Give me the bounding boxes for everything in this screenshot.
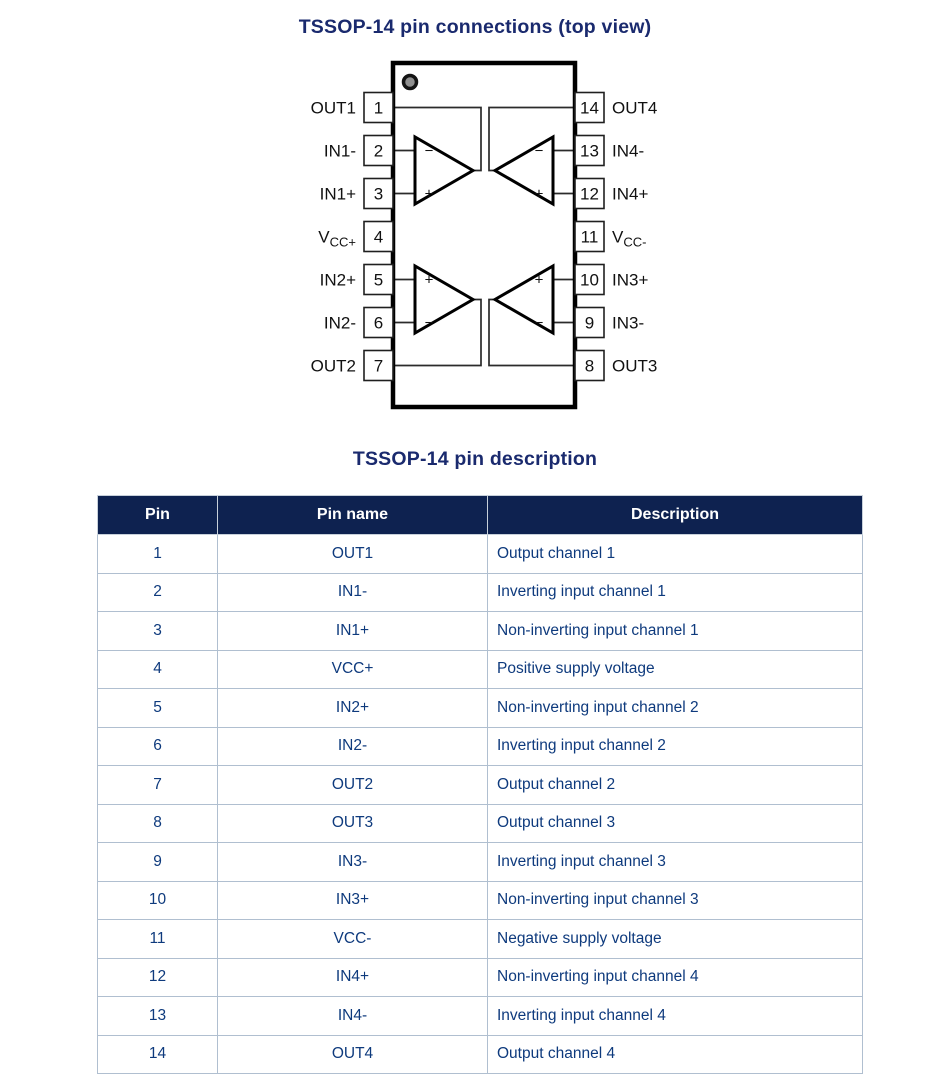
pin-cell: 14 xyxy=(98,1035,218,1074)
description-cell: Non-inverting input channel 4 xyxy=(488,958,863,997)
description-cell: Negative supply voltage xyxy=(488,920,863,959)
pin-cell: 10 xyxy=(98,881,218,920)
pin-cell: 9 xyxy=(98,843,218,882)
pin-diagram-svg xyxy=(0,0,950,430)
pin-cell: 4 xyxy=(98,650,218,689)
pin1-indicator-dot xyxy=(404,76,417,89)
description-cell: Inverting input channel 1 xyxy=(488,573,863,612)
opamp-sign: − xyxy=(534,314,544,332)
pin-label: IN3+ xyxy=(612,270,649,290)
description-cell: Output channel 3 xyxy=(488,804,863,843)
pin-name-cell: OUT1 xyxy=(218,535,488,574)
pin-number: 14 xyxy=(580,98,599,118)
table-row xyxy=(98,843,863,882)
pin-name-cell: IN1- xyxy=(218,573,488,612)
opamp-3-triangle xyxy=(495,266,553,333)
table-row xyxy=(98,689,863,728)
pin-number: 3 xyxy=(373,184,384,204)
pin-number: 6 xyxy=(373,313,384,333)
description-cell: Output channel 4 xyxy=(488,1035,863,1074)
pin-cell: 13 xyxy=(98,997,218,1036)
description-cell: Non-inverting input channel 3 xyxy=(488,881,863,920)
pin-label: IN1- xyxy=(323,141,356,161)
pin-label: OUT4 xyxy=(612,98,658,118)
description-cell: Inverting input channel 4 xyxy=(488,997,863,1036)
pin-name-cell: VCC+ xyxy=(218,650,488,689)
table-row xyxy=(98,727,863,766)
pin-name-cell: IN1+ xyxy=(218,612,488,651)
pin-label: IN2+ xyxy=(319,270,356,290)
column-header-description: Description xyxy=(488,496,863,535)
opamp-sign: + xyxy=(424,271,434,289)
pin-number: 1 xyxy=(373,98,384,118)
table-row xyxy=(98,804,863,843)
pin-cell: 1 xyxy=(98,535,218,574)
table-row xyxy=(98,766,863,805)
pin-name-cell: IN4+ xyxy=(218,958,488,997)
pin-cell: 12 xyxy=(98,958,218,997)
pin-name-cell: OUT2 xyxy=(218,766,488,805)
pin-name-cell: IN2+ xyxy=(218,689,488,728)
description-cell: Inverting input channel 3 xyxy=(488,843,863,882)
pin-connections-title: TSSOP-14 pin connections (top view) xyxy=(298,16,652,38)
pin-number: 5 xyxy=(373,270,384,290)
pin-number: 12 xyxy=(580,184,599,204)
opamp-sign: − xyxy=(424,314,434,332)
pin-label: OUT3 xyxy=(612,356,658,376)
pin-label: IN1+ xyxy=(319,184,356,204)
pin-name-cell: IN4- xyxy=(218,997,488,1036)
pin-cell: 2 xyxy=(98,573,218,612)
pin-cell: 11 xyxy=(98,920,218,959)
table-row xyxy=(98,997,863,1036)
pin-label: IN2- xyxy=(323,313,356,333)
table-row xyxy=(98,535,863,574)
pin-number: 11 xyxy=(580,227,599,247)
table-row xyxy=(98,612,863,651)
pin-table-body xyxy=(98,535,863,1074)
table-row xyxy=(98,958,863,997)
description-cell: Output channel 1 xyxy=(488,535,863,574)
table-row xyxy=(98,650,863,689)
pin-number: 13 xyxy=(580,141,599,161)
pin-table-header-row xyxy=(98,496,863,535)
pin-label: OUT1 xyxy=(310,98,356,118)
opamp-sign: + xyxy=(424,185,434,203)
pin-name-cell: VCC- xyxy=(218,920,488,959)
pin-name-cell: OUT3 xyxy=(218,804,488,843)
pin-number: 10 xyxy=(580,270,599,290)
pin-number: 2 xyxy=(373,141,384,161)
pin-number: 8 xyxy=(584,356,595,376)
opamp-sign: + xyxy=(534,185,544,203)
column-header-pin-name: Pin name xyxy=(218,496,488,535)
pin-label: IN4+ xyxy=(612,184,649,204)
pin-label: $V_{CC}+$ xyxy=(318,227,356,250)
ic-body xyxy=(393,63,575,407)
description-cell: Non-inverting input channel 2 xyxy=(488,689,863,728)
opamp-sign: − xyxy=(424,142,434,160)
description-cell: Inverting input channel 2 xyxy=(488,727,863,766)
pin-label: IN4- xyxy=(612,141,645,161)
table-row xyxy=(98,1035,863,1074)
opamp-4-triangle xyxy=(495,137,553,204)
pin-cell: 5 xyxy=(98,689,218,728)
description-cell: Output channel 2 xyxy=(488,766,863,805)
pin-label: OUT2 xyxy=(310,356,356,376)
table-row xyxy=(98,920,863,959)
pin-cell: 7 xyxy=(98,766,218,805)
opamp-sign: − xyxy=(534,142,544,160)
pin-description-title: TSSOP-14 pin description xyxy=(352,448,598,470)
description-cell: Non-inverting input channel 1 xyxy=(488,612,863,651)
pin-name-cell: OUT4 xyxy=(218,1035,488,1074)
pin-cell: 3 xyxy=(98,612,218,651)
pin-cell: 6 xyxy=(98,727,218,766)
table-row xyxy=(98,573,863,612)
pin-name-cell: IN3+ xyxy=(218,881,488,920)
pin-connections-diagram xyxy=(0,0,950,430)
pin-label: $V_{CC}-$ xyxy=(612,227,647,250)
pin-number: 7 xyxy=(373,356,384,376)
opamp-sign: + xyxy=(534,271,544,289)
column-header-pin: Pin xyxy=(98,496,218,535)
pin-cell: 8 xyxy=(98,804,218,843)
description-cell: Positive supply voltage xyxy=(488,650,863,689)
pin-table xyxy=(97,495,863,1074)
pin-name-cell: IN3- xyxy=(218,843,488,882)
pin-number: 4 xyxy=(373,227,384,247)
pin-number: 9 xyxy=(584,313,595,333)
pin-name-cell: IN2- xyxy=(218,727,488,766)
table-row xyxy=(98,881,863,920)
pin-label: IN3- xyxy=(612,313,645,333)
